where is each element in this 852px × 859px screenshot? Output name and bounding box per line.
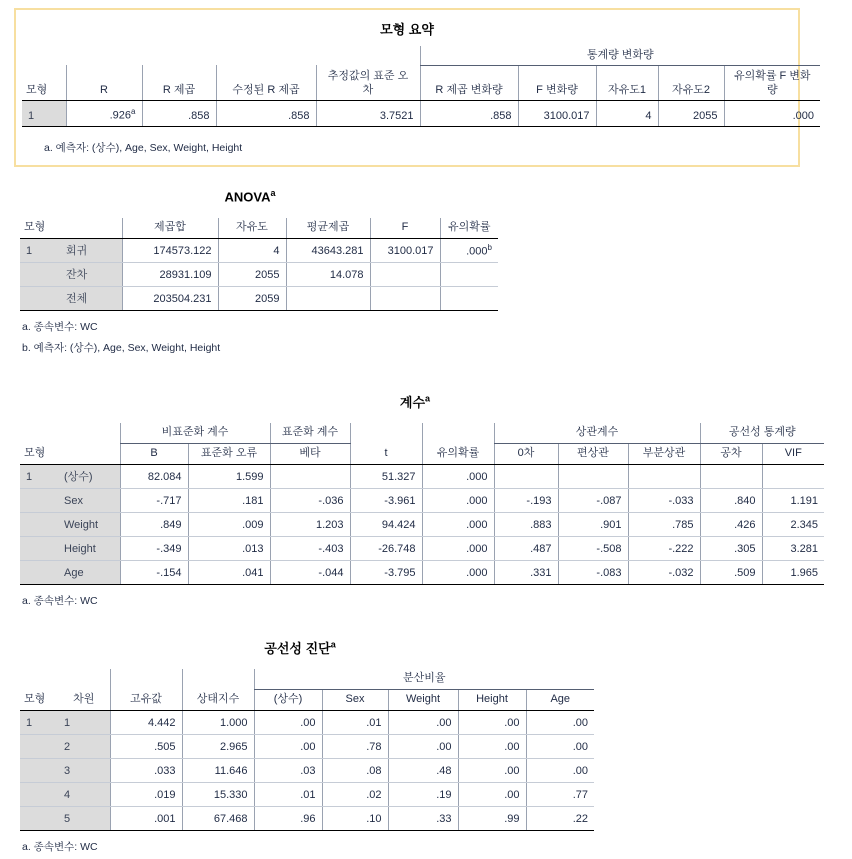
coefficients-table <box>20 423 824 585</box>
header-sum-of-squares: 제곱합 <box>122 218 218 238</box>
cell-model: 1 <box>20 710 58 734</box>
header-height: Height <box>458 689 526 710</box>
cell-df: 4 <box>218 239 286 263</box>
coefficients-title-text: 계수 <box>399 395 426 410</box>
cell-beta: 1.203 <box>270 512 350 536</box>
header-df1: 자유도1 <box>596 65 658 101</box>
header-std-error: 추정값의 표준 오차 <box>316 65 420 101</box>
cell-zero-order: -.193 <box>494 488 558 512</box>
table-row <box>22 101 820 127</box>
header-zero-order: 0차 <box>494 443 558 464</box>
cell-dimension: 3 <box>58 758 110 782</box>
cell-mean-square: 14.078 <box>286 263 370 287</box>
cell-variable: Height <box>58 536 120 560</box>
coefficients-title <box>0 392 830 411</box>
cell-source: 전체 <box>60 287 122 311</box>
header-constant: (상수) <box>254 689 322 710</box>
cell-std-error: .013 <box>188 536 270 560</box>
cell-dimension: 1 <box>58 710 110 734</box>
cell-dimension: 5 <box>58 806 110 830</box>
cell-model <box>20 734 58 758</box>
anova-footnote-a: a. 종속변수: WC <box>22 321 98 334</box>
cell-variable: Weight <box>58 512 120 536</box>
cell-part <box>628 464 700 488</box>
header-t: t <box>350 443 422 464</box>
collinearity-header-row <box>20 689 594 710</box>
header-sig: 유의확률 <box>440 218 498 238</box>
cell-part: -.033 <box>628 488 700 512</box>
table-row <box>20 782 594 806</box>
cell-model <box>20 782 58 806</box>
cell-std-error: .009 <box>188 512 270 536</box>
cell-partial: -.083 <box>558 560 628 584</box>
header-sig: 유의확률 <box>422 443 494 464</box>
cell-t: -3.961 <box>350 488 422 512</box>
header-vif: VIF <box>762 443 824 464</box>
spacer-cell <box>142 46 216 65</box>
cell-zero-order <box>494 464 558 488</box>
cell-weight: .33 <box>388 806 458 830</box>
cell-sig: .000 <box>422 536 494 560</box>
header-source <box>60 218 122 238</box>
cell-model <box>20 287 60 311</box>
header-df: 자유도 <box>218 218 286 238</box>
header-df2: 자유도2 <box>658 65 724 101</box>
collinearity-group-header-row <box>20 669 594 689</box>
table-row <box>20 464 824 488</box>
header-part: 부분상관 <box>628 443 700 464</box>
cell-r-square: .858 <box>142 101 216 127</box>
cell-t: 94.424 <box>350 512 422 536</box>
header-dimension: 차원 <box>58 689 110 710</box>
table-row <box>20 734 594 758</box>
cell-model: 1 <box>20 239 60 263</box>
cell-model <box>20 758 58 782</box>
cell-tolerance: .305 <box>700 536 762 560</box>
header-beta: 베타 <box>270 443 350 464</box>
cell-vif: 3.281 <box>762 536 824 560</box>
header-adjusted-r-square: 수정된 R 제곱 <box>216 65 316 101</box>
header-std-error: 표준화 오류 <box>188 443 270 464</box>
cell-variable: Age <box>58 560 120 584</box>
model-summary-footnote-a: a. 예측자: (상수), Age, Sex, Weight, Height <box>44 142 243 154</box>
table-row <box>20 287 498 311</box>
collinearity-diagnostics-table <box>20 669 594 831</box>
table-row <box>20 263 498 287</box>
collinearity-group-header: 공선성 통계량 <box>700 423 824 443</box>
cell-sig-footnote-marker: b <box>487 242 492 252</box>
standardized-group-header: 표준화 계수 <box>270 423 350 443</box>
spacer-cell <box>20 423 58 443</box>
cell-b: 82.084 <box>120 464 188 488</box>
cell-sum-of-squares: 174573.122 <box>122 239 218 263</box>
cell-age: .77 <box>526 782 594 806</box>
spacer-cell <box>110 669 182 689</box>
cell-eigenvalue: .001 <box>110 806 182 830</box>
cell-vif: 1.191 <box>762 488 824 512</box>
anova-table <box>20 218 498 311</box>
cell-sum-of-squares: 203504.231 <box>122 287 218 311</box>
header-age: Age <box>526 689 594 710</box>
table-row <box>20 806 594 830</box>
cell-height: .00 <box>458 758 526 782</box>
model-summary-table <box>22 46 820 127</box>
coefficients-group-header-row <box>20 423 824 443</box>
cell-dimension: 4 <box>58 782 110 806</box>
cell-vif: 1.965 <box>762 560 824 584</box>
cell-height: .99 <box>458 806 526 830</box>
cell-constant: .96 <box>254 806 322 830</box>
anova-header-row <box>20 218 498 238</box>
anova-title-text: ANOVA <box>224 189 271 205</box>
cell-age: .00 <box>526 758 594 782</box>
cell-sig: .000 <box>422 560 494 584</box>
cell-height: .00 <box>458 710 526 734</box>
header-partial: 편상관 <box>558 443 628 464</box>
header-model: 모형 <box>22 65 66 101</box>
cell-age: .00 <box>526 710 594 734</box>
cell-condition-index: 1.000 <box>182 710 254 734</box>
spacer-cell <box>350 423 422 443</box>
cell-t: -3.795 <box>350 560 422 584</box>
cell-r-value: .926 <box>109 109 132 122</box>
table-row <box>20 710 594 734</box>
header-condition-index: 상태지수 <box>182 689 254 710</box>
spacer-cell <box>216 46 316 65</box>
model-summary-selection-frame[interactable] <box>14 8 815 167</box>
cell-eigenvalue: 4.442 <box>110 710 182 734</box>
header-tolerance: 공차 <box>700 443 762 464</box>
cell-f <box>370 263 440 287</box>
table-row <box>20 758 594 782</box>
cell-model <box>20 263 60 287</box>
cell-variable: (상수) <box>58 464 120 488</box>
cell-partial: -.087 <box>558 488 628 512</box>
header-model: 모형 <box>20 218 60 238</box>
cell-model: 1 <box>22 101 66 127</box>
cell-beta: -.403 <box>270 536 350 560</box>
cell-sex: .08 <box>322 758 388 782</box>
spacer-cell <box>316 46 420 65</box>
unstandardized-group-header: 비표준화 계수 <box>120 423 270 443</box>
header-r-square-change: R 제곱 변화량 <box>420 65 518 101</box>
header-weight: Weight <box>388 689 458 710</box>
cell-mean-square <box>286 287 370 311</box>
cell-b: .849 <box>120 512 188 536</box>
cell-df1: 4 <box>596 101 658 127</box>
cell-sig <box>440 263 498 287</box>
spacer-cell <box>58 423 120 443</box>
cell-r <box>66 101 142 127</box>
cell-sex: .78 <box>322 734 388 758</box>
cell-part: -.032 <box>628 560 700 584</box>
table-row <box>20 536 824 560</box>
cell-zero-order: .331 <box>494 560 558 584</box>
header-model: 모형 <box>20 443 58 464</box>
anova-footnote-b: b. 예측자: (상수), Age, Sex, Weight, Height <box>22 341 221 354</box>
cell-constant: .00 <box>254 734 322 758</box>
header-b: B <box>120 443 188 464</box>
cell-beta: -.044 <box>270 560 350 584</box>
cell-sig-value: .000 <box>466 245 488 258</box>
cell-tolerance: .426 <box>700 512 762 536</box>
cell-sig <box>440 287 498 311</box>
cell-model <box>20 512 58 536</box>
anova-title <box>0 188 500 204</box>
cell-source: 잔차 <box>60 263 122 287</box>
cell-condition-index: 2.965 <box>182 734 254 758</box>
cell-part: .785 <box>628 512 700 536</box>
coefficients-footnote-a: a. 종속변수: WC <box>22 594 98 607</box>
coefficients-title-footnote-marker: a <box>425 393 431 404</box>
cell-b: -.349 <box>120 536 188 560</box>
cell-eigenvalue: .505 <box>110 734 182 758</box>
cell-sig: .000 <box>422 512 494 536</box>
cell-part: -.222 <box>628 536 700 560</box>
cell-sex: .10 <box>322 806 388 830</box>
spacer-cell <box>20 669 58 689</box>
model-summary-header-row <box>22 65 820 101</box>
cell-beta <box>270 464 350 488</box>
cell-partial: .901 <box>558 512 628 536</box>
cell-partial <box>558 464 628 488</box>
table-row <box>20 239 498 263</box>
table-row <box>20 560 824 584</box>
cell-height: .00 <box>458 734 526 758</box>
collinearity-diagnostics-footnote-a: a. 종속변수: WC <box>22 840 98 853</box>
cell-b: -.154 <box>120 560 188 584</box>
cell-std-error: .181 <box>188 488 270 512</box>
anova-title-footnote-marker: a <box>270 188 276 198</box>
header-f: F <box>370 218 440 238</box>
collinearity-diagnostics-title <box>0 638 600 657</box>
header-variable <box>58 443 120 464</box>
header-r: R <box>66 65 142 101</box>
cell-weight: .00 <box>388 710 458 734</box>
cell-weight: .48 <box>388 758 458 782</box>
cell-df2: 2055 <box>658 101 724 127</box>
model-summary-title <box>16 19 798 38</box>
cell-beta: -.036 <box>270 488 350 512</box>
header-sig-f-change: 유의확률 F 변화량 <box>724 65 820 101</box>
cell-r-footnote-marker: a <box>131 106 136 116</box>
model-summary-group-header-row <box>22 46 820 65</box>
collinearity-diagnostics-title-footnote-marker: a <box>330 639 336 650</box>
cell-zero-order: .883 <box>494 512 558 536</box>
spacer-cell <box>182 669 254 689</box>
cell-tolerance: .840 <box>700 488 762 512</box>
cell-model <box>20 806 58 830</box>
cell-weight: .00 <box>388 734 458 758</box>
cell-condition-index: 67.468 <box>182 806 254 830</box>
table-row <box>20 512 824 536</box>
cell-tolerance: .509 <box>700 560 762 584</box>
collinearity-diagnostics-block <box>0 638 620 855</box>
cell-std-error: .041 <box>188 560 270 584</box>
cell-source: 회귀 <box>60 239 122 263</box>
cell-age: .00 <box>526 734 594 758</box>
cell-b: -.717 <box>120 488 188 512</box>
change-statistics-group-header: 통계량 변화량 <box>420 46 820 65</box>
cell-t: 51.327 <box>350 464 422 488</box>
cell-constant: .01 <box>254 782 322 806</box>
variance-proportions-group-header: 분산비율 <box>254 669 594 689</box>
spacer-cell <box>422 423 494 443</box>
cell-f <box>370 287 440 311</box>
cell-condition-index: 11.646 <box>182 758 254 782</box>
cell-condition-index: 15.330 <box>182 782 254 806</box>
cell-r-square-change: .858 <box>420 101 518 127</box>
cell-sex: .02 <box>322 782 388 806</box>
cell-zero-order: .487 <box>494 536 558 560</box>
cell-vif <box>762 464 824 488</box>
cell-mean-square: 43643.281 <box>286 239 370 263</box>
header-model: 모형 <box>20 689 58 710</box>
cell-sum-of-squares: 28931.109 <box>122 263 218 287</box>
cell-f-change: 3100.017 <box>518 101 596 127</box>
cell-sex: .01 <box>322 710 388 734</box>
cell-model <box>20 536 58 560</box>
cell-vif: 2.345 <box>762 512 824 536</box>
spacer-cell <box>58 669 110 689</box>
anova-block <box>0 188 520 357</box>
cell-sig: .000 <box>422 464 494 488</box>
header-f-change: F 변화량 <box>518 65 596 101</box>
header-mean-square: 평균제곱 <box>286 218 370 238</box>
cell-variable: Sex <box>58 488 120 512</box>
cell-model: 1 <box>20 464 58 488</box>
table-row <box>20 488 824 512</box>
cell-model <box>20 488 58 512</box>
cell-weight: .19 <box>388 782 458 806</box>
spacer-cell <box>66 46 142 65</box>
spacer-cell <box>22 46 66 65</box>
cell-sig-f-change: .000 <box>724 101 820 127</box>
cell-f: 3100.017 <box>370 239 440 263</box>
header-eigenvalue: 고유값 <box>110 689 182 710</box>
cell-std-error: 3.7521 <box>316 101 420 127</box>
coefficients-block <box>0 392 852 609</box>
cell-dimension: 2 <box>58 734 110 758</box>
cell-constant: .03 <box>254 758 322 782</box>
cell-height: .00 <box>458 782 526 806</box>
header-sex: Sex <box>322 689 388 710</box>
cell-adjusted-r-square: .858 <box>216 101 316 127</box>
cell-tolerance <box>700 464 762 488</box>
coefficients-header-row <box>20 443 824 464</box>
cell-constant: .00 <box>254 710 322 734</box>
cell-df: 2055 <box>218 263 286 287</box>
cell-model <box>20 560 58 584</box>
cell-sig <box>440 239 498 263</box>
cell-eigenvalue: .019 <box>110 782 182 806</box>
cell-sig: .000 <box>422 488 494 512</box>
cell-std-error: 1.599 <box>188 464 270 488</box>
cell-eigenvalue: .033 <box>110 758 182 782</box>
cell-t: -26.748 <box>350 536 422 560</box>
collinearity-diagnostics-title-text: 공선성 진단 <box>264 641 331 656</box>
cell-age: .22 <box>526 806 594 830</box>
cell-df: 2059 <box>218 287 286 311</box>
cell-partial: -.508 <box>558 536 628 560</box>
correlations-group-header: 상관계수 <box>494 423 700 443</box>
model-summary-title-text: 모형 요약 <box>380 22 434 37</box>
header-r-square: R 제곱 <box>142 65 216 101</box>
